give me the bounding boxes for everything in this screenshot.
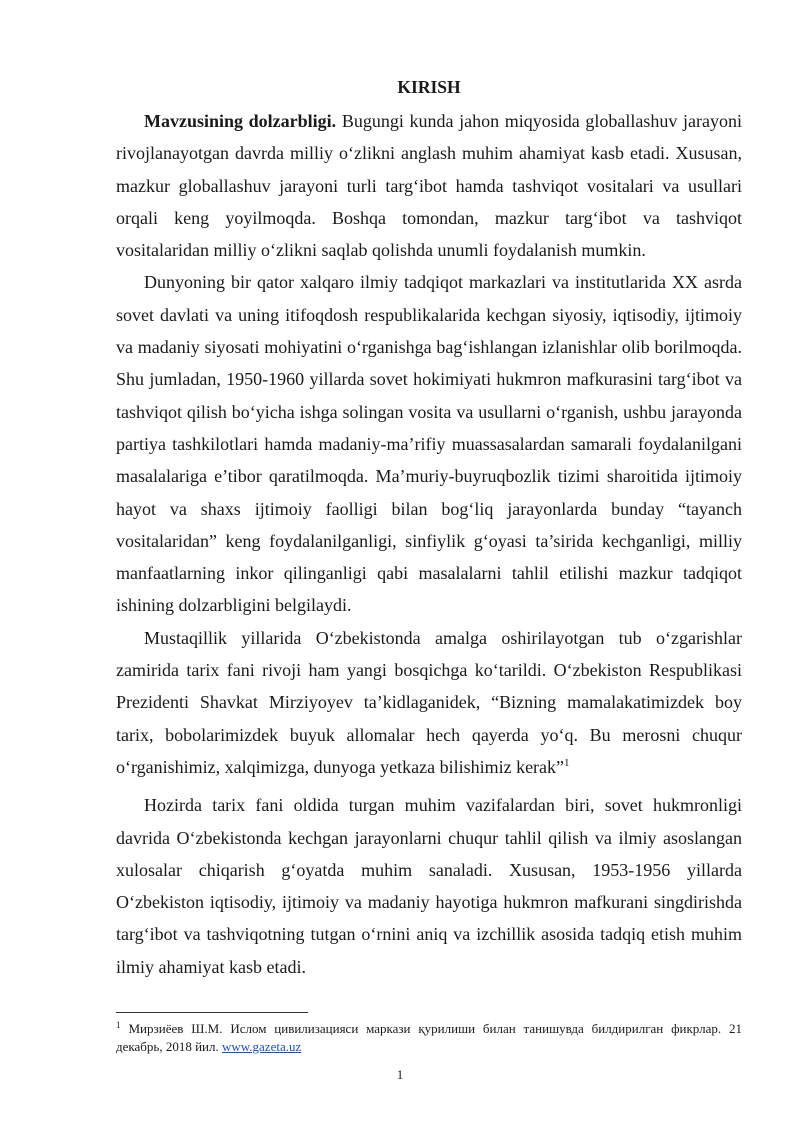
paragraph-independence: [116, 622, 742, 783]
footnote-text: Мирзиёев Ш.М. Ислом цивилизацияси маркази қурилиши билан танишувда билдирилган фикрлар. 21 декабрь, 2018 йил.: [116, 1021, 742, 1054]
section-heading: KIRISH: [397, 77, 461, 97]
page-number: 1: [396, 1067, 404, 1082]
document-body: [116, 70, 742, 983]
footnote: [116, 1020, 742, 1056]
paragraph-relevance: [116, 105, 742, 266]
paragraph-research-centers: Dunyoning bir qator xalqaro ilmiy tadqiqot markazlari va institutlarida XX asrda sovet davlati va uning itifoqdosh respublikalarida kechgan siyosiy, iqtisodiy, ijtimoiy va madaniy siyosati mohiyatini o‘rganishga bag‘ishlangan izlanishlar olib borilmoqda. Shu jumladan, 1950-1960 yillarda sovet hokimiyati hukmron mafkurasini targ‘ibot va tashviqot qilish bo‘yicha ishga solingan vosita va usullarni o‘rganish, ushbu jarayonda partiya tashkilotlari hamda madaniy-ma’rifiy muassasalardan samarali foydalanilgani masalalariga e’tibor qaratilmoqda. Ma’muriy-buyruqbozlik tizimi sharoitida ijtimoiy hayot va shaxs ijtimoiy faolligi bilan bog‘liq jarayonlarda bunday “tayanch vositalaridan” keng foydalanilganligi, sinfiylik g‘oyasi ta’sirida kechganligi, milliy manfaatlarning inkor qilinganligi qabi masalalarni tahlil etilishi mazkur tadqiqot ishining dolzarbligini belgilaydi.: [116, 272, 742, 616]
footnote-marker: 1: [116, 1019, 121, 1030]
paragraph-text: Bugungi kunda jahon miqyosida globallashuv jarayoni rivojlanayotgan davrda milliy o‘zlikni anglash muhim ahamiyat kasb etadi. Xususan, mazkur globallashuv jarayoni turli targ‘ibot hamda tashviqot vositalari va usullari orqali keng yoyilmoqda. Boshqa tomondan, mazkur targ‘ibot va tashviqot vositalaridan milliy o‘zlikni saqlab qolishda unumli foydalanish mumkin.: [116, 111, 742, 261]
footnote-reference[interactable]: 1: [564, 756, 570, 769]
footnote-link[interactable]: www.gazeta.uz: [221, 1039, 302, 1054]
paragraph-current-tasks: Hozirda tarix fani oldida turgan muhim vazifalardan biri, sovet hukmronligi davrida O‘zbekistonda kechgan jarayonlarni chuqur tahlil qilish va ilmiy asoslangan xulosalar chiqarish g‘oyatda muhim sanaladi. Xususan, 1953-1956 yillarda O‘zbekiston iqtisodiy, ijtimoiy va madaniy hayotiga hukmron mafkurani singdirishda targ‘ibot va tashviqotning tutgan o‘rnini aniq va izchillik asosida tadqiq etish muhim ilmiy ahamiyat kasb etadi.: [116, 795, 742, 977]
footnote-divider: [116, 1012, 308, 1013]
paragraph-text: Mustaqillik yillarida O‘zbekistonda amalga oshirilayotgan tub o‘zgarishlar zamirida tarix fani rivoji ham yangi bosqichga ko‘tarildi. O‘zbekiston Respublikasi Prezidenti Shavkat Mirziyoyev ta’kidlaganidek, “Bizning mamalakatimizdek boy tarix, bobolarimizdek buyuk allomalar hech qayerda yo‘q. Bu merosni chuqur o‘rganishimiz, xalqimizga, dunyoga yetkaza bilishimiz kerak”: [116, 627, 742, 777]
paragraph-lead-title: Mavzusining dolzarbligi.: [144, 111, 337, 131]
